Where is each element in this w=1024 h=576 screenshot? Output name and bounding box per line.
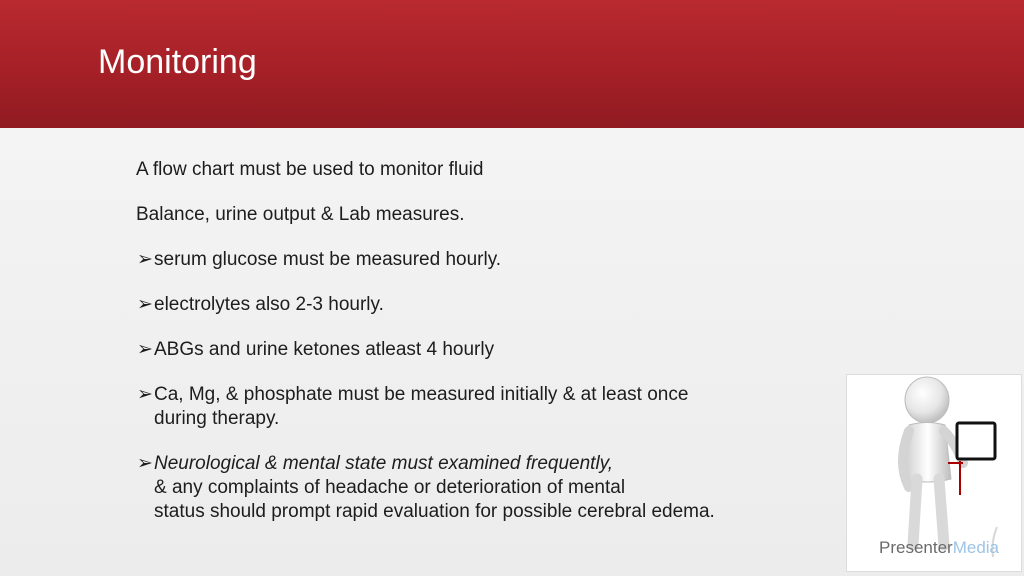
bullet-text: & any complaints of headache or deterioration of mental <box>154 477 626 498</box>
intro-line: Balance, urine output & Lab measures. <box>136 204 465 225</box>
bullet-item <box>136 338 836 362</box>
brand-part-2: Media <box>952 538 1000 557</box>
bullet-text: status should prompt rapid evaluation for possible cerebral edema. <box>154 501 715 522</box>
slide-content <box>136 158 836 545</box>
intro-line: A flow chart must be used to monitor fluid <box>136 159 484 180</box>
arrow-bullet-icon: ➢ <box>137 384 153 405</box>
arrow-bullet-icon: ➢ <box>137 294 153 315</box>
arrow-bullet-icon: ➢ <box>137 453 153 474</box>
bullet-text: ABGs and urine ketones atleast 4 hourly <box>154 339 495 360</box>
presenter-media-logo-text <box>879 538 999 558</box>
bullet-text: during therapy. <box>154 408 280 429</box>
bullet-text: electrolytes also 2-3 hourly. <box>154 294 384 315</box>
bullet-text: Ca, Mg, & phosphate must be measured initially & at least once <box>154 384 689 405</box>
slide-title: Monitoring <box>98 43 257 81</box>
presenter-media-figure-logo <box>846 374 1022 572</box>
bullet-item <box>136 293 836 317</box>
title-bar <box>0 0 1024 128</box>
bullet-text: Neurological & mental state must examined frequently, <box>154 453 614 474</box>
arrow-bullet-icon: ➢ <box>137 249 153 270</box>
bullet-item <box>136 248 836 272</box>
brand-part-1: Presenter <box>879 538 953 557</box>
bullet-text: serum glucose must be measured hourly. <box>154 249 502 270</box>
bullet-item <box>136 452 836 524</box>
bullet-item <box>136 383 836 431</box>
arrow-bullet-icon: ➢ <box>137 339 153 360</box>
